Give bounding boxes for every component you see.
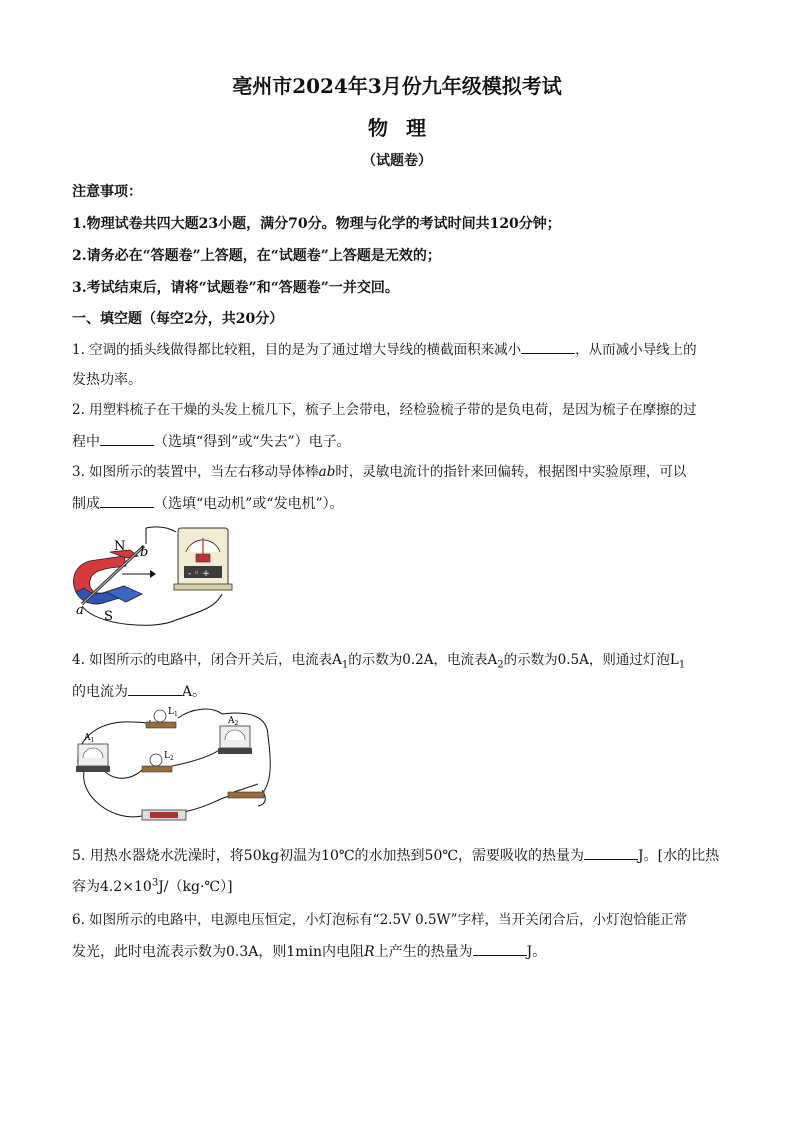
- label-b: b: [140, 545, 149, 560]
- figure-parallel-circuit: [72, 706, 282, 830]
- label-l1: L: [168, 707, 174, 717]
- arrow-head-icon: [150, 570, 156, 578]
- question-6-line-2: 发光，此时电流表示数为0.3A，则1min内电阻R上产生的热量为 J。: [72, 941, 732, 962]
- label-north: N: [114, 539, 126, 554]
- svg-text:L1: $L_1$: [168, 707, 178, 718]
- question-2-line-2: 程中 （选填“得到”或“失去”）电子。: [72, 431, 732, 452]
- question-4-line-2: 的电流为 A。: [72, 681, 732, 702]
- question-3-line-1: 3. 如图所示的装置中，当左右移动导体棒ab时，灵敏电流计的指针来回偏转，根据图中实验原理，可以: [72, 464, 687, 480]
- question-5-line-1: 5. 用热水器烧水洗澡时，将50kg初温为10℃的水加热到50℃，需要吸收的热量为 J。[水的比热: [72, 845, 732, 866]
- question-4-line-1: 4. 如图所示的电路中，闭合开关后，电流表$A_1$的示数为0.2A，电流表$A_2$的示数为0.5A，则通过灯泡$L_1$: [72, 652, 686, 671]
- question-5-line-2: 容为$4.2\times 10^3J/(kg\cdot℃)$]: [72, 877, 233, 895]
- answer-blank[interactable]: [473, 941, 527, 956]
- answer-blank[interactable]: [584, 845, 638, 860]
- answer-blank[interactable]: [100, 431, 154, 446]
- answer-blank[interactable]: [128, 681, 182, 696]
- svg-text:- ◦ +: - ◦ +: [188, 569, 210, 579]
- label-a1: A: [84, 733, 91, 743]
- note-item-2: 2.请务必在“答题卷”上答题，在“试题卷”上答题是无效的；: [72, 248, 441, 264]
- notes-heading: 注意事项：: [72, 184, 142, 200]
- switch-icon: [228, 784, 264, 798]
- svg-text:L2: $L_2$: [164, 751, 174, 762]
- label-a: a: [76, 603, 84, 618]
- note-item-1: 1.物理试卷共四大题23小题，满分70分。物理与化学的考试时间共120分钟；: [72, 216, 561, 232]
- label-l2: L: [164, 751, 170, 761]
- question-3-line-2: 制成 （选填“电动机”或“发电机”）。: [72, 493, 732, 514]
- question-1-line-2: 发热功率。: [72, 372, 142, 388]
- label-a2: A: [228, 716, 235, 726]
- exam-title: 亳州市2024年3月份九年级模拟考试: [232, 74, 562, 98]
- battery-icon: [142, 810, 186, 820]
- question-1-line-1: 1. 空调的插头线做得都比较粗，目的是为了通过增大导线的横截面积来减小 ，从而减小导线上的: [72, 339, 732, 360]
- note-item-3: 3.考试结束后，请将“试题卷”和“答题卷”一并交回。: [72, 280, 399, 296]
- paper-type: （试题卷）: [362, 153, 432, 169]
- svg-text:A2: $A_2$: [228, 716, 239, 727]
- ammeter-a2-icon: [218, 726, 252, 754]
- question-2-line-1: 2. 用塑料梳子在干燥的头发上梳几下，梳子上会带电，经检验梳子带的是负电荷，是因为梳子在摩擦的过: [72, 402, 697, 418]
- label-south: S: [104, 609, 113, 624]
- ammeter-a1-icon: [76, 744, 110, 772]
- answer-blank[interactable]: [521, 339, 575, 354]
- section-1-heading: 一、填空题（每空2分，共20分）: [72, 311, 284, 327]
- figure-magnet-galvanometer: [66, 522, 246, 634]
- answer-blank[interactable]: [100, 493, 154, 508]
- svg-text:A1: $A_1$: [84, 733, 95, 744]
- question-6-line-1: 6. 如图所示的电路中，电源电压恒定，小灯泡标有“2.5V 0.5W”字样，当开关闭合后，小灯泡恰能正常: [72, 912, 688, 928]
- subject-title: 物理: [368, 116, 444, 140]
